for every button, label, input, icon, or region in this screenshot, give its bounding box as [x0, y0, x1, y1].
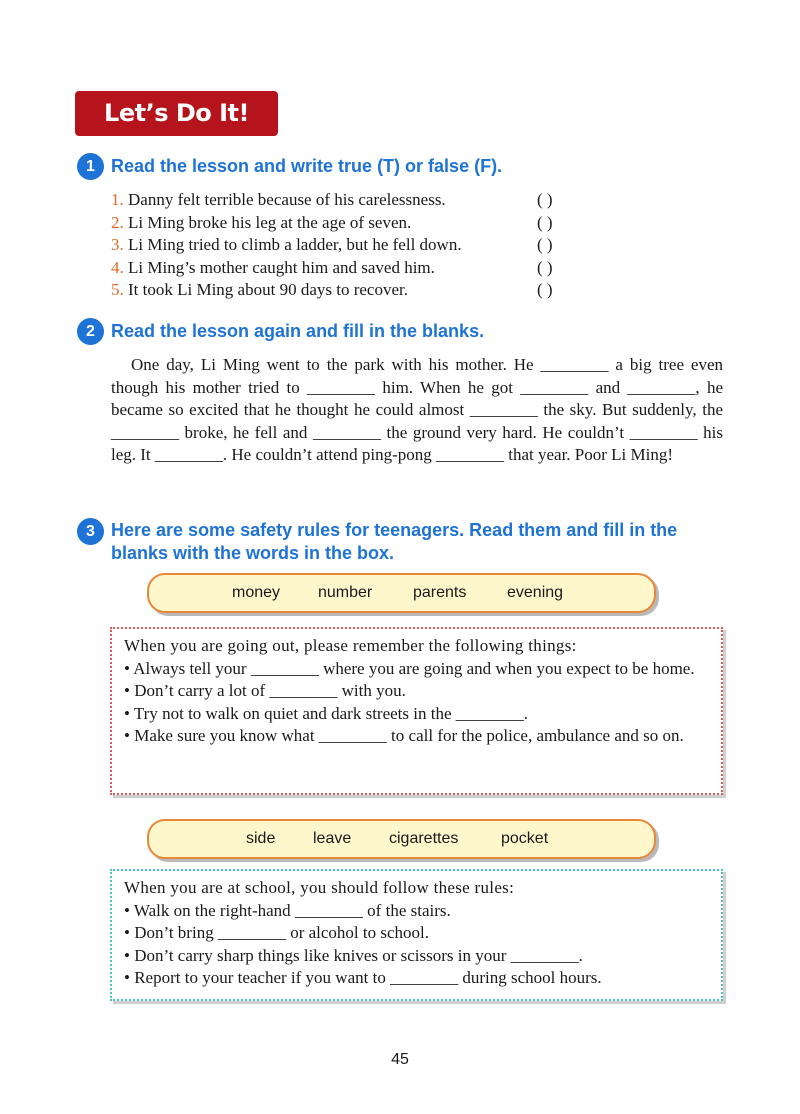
- paragraph-text: One day, Li Ming went to the park with his mother. He ________ a big tree even though his mother tried to ________ him. When he got ________ and ________, he became so excited that he thought he could almost ________ the sky. But suddenly, the ________ broke, he fell and ________ the ground very hard. He couldn’t ________ his leg. It ________. He couldn’t attend ping-pong ________ that year. Poor Li Ming!: [111, 355, 723, 464]
- school-rules-box: [110, 869, 723, 1001]
- tf-item-number: 1.: [111, 190, 124, 209]
- section-3-title: Here are some safety rules for teenagers. Read them and fill in the blanks with the words in the box.: [111, 520, 678, 563]
- word-box-word: side: [246, 830, 276, 847]
- section-2-number: 2: [77, 318, 104, 345]
- rules-intro: When you are at school, you should follow these rules:: [124, 878, 515, 897]
- tf-item-text: Li Ming broke his leg at the age of seven.: [128, 212, 412, 232]
- tf-item: [111, 234, 591, 257]
- tf-answer-blank: ( ): [537, 212, 553, 232]
- rule-item: • Report to your teacher if you want to ________ during school hours.: [124, 968, 602, 987]
- tf-item: [111, 189, 591, 212]
- word-box-word: evening: [507, 584, 564, 601]
- word-box-word: money: [232, 584, 281, 601]
- word-box-word: leave: [313, 830, 352, 847]
- tf-item: [111, 257, 591, 280]
- true-false-list: [111, 189, 591, 302]
- section-1-title: Read the lesson and write true (T) or false (F).: [111, 156, 503, 176]
- tf-item-number: 2.: [111, 212, 124, 232]
- rule-item: • Don’t carry sharp things like knives or scissors in your ________.: [124, 945, 583, 965]
- tf-answer-blank: ( ): [537, 235, 553, 254]
- section-3-number: 3: [77, 518, 104, 545]
- tf-item: [111, 212, 591, 235]
- section-2-title: Read the lesson again and fill in the blanks.: [111, 321, 485, 341]
- word-box-word: cigarettes: [389, 830, 459, 847]
- tf-item-text: Li Ming’s mother caught him and saved him.: [128, 257, 435, 277]
- rule-item: • Make sure you know what ________ to call for the police, ambulance and so on.: [124, 726, 684, 745]
- tf-item-number: 3.: [111, 235, 124, 254]
- word-box-word: parents: [413, 584, 467, 601]
- tf-answer-blank: ( ): [537, 257, 553, 277]
- tf-item-text: Danny felt terrible because of his carelessness.: [128, 190, 446, 209]
- lets-do-it-banner: Let’s Do It!: [75, 91, 278, 136]
- rule-item: • Don’t bring ________ or alcohol to school.: [124, 923, 429, 942]
- word-box-2: [147, 819, 656, 859]
- word-box-word: number: [318, 584, 373, 601]
- tf-item: [111, 279, 591, 302]
- tf-item-number: 5.: [111, 280, 124, 299]
- section-1-number: 1: [77, 153, 104, 180]
- fill-in-paragraph: [111, 354, 723, 467]
- tf-item-text: Li Ming tried to climb a ladder, but he fell down.: [128, 235, 462, 254]
- rule-item: • Always tell your ________ where you are going and when you expect to be home.: [124, 658, 695, 678]
- rule-item: • Walk on the right-hand ________ of the stairs.: [124, 900, 451, 920]
- rule-item: • Try not to walk on quiet and dark streets in the ________.: [124, 703, 528, 723]
- rules-intro: When you are going out, please remember the following things:: [124, 636, 577, 655]
- tf-answer-blank: ( ): [537, 280, 553, 299]
- tf-item-number: 4.: [111, 257, 124, 277]
- tf-answer-blank: ( ): [537, 190, 553, 209]
- word-box-word: pocket: [501, 830, 549, 847]
- word-box-1: [147, 573, 656, 613]
- page-number: 45: [391, 1051, 409, 1068]
- rule-item: • Don’t carry a lot of ________ with you.: [124, 681, 406, 700]
- tf-item-text: It took Li Ming about 90 days to recover.: [128, 280, 408, 299]
- going-out-rules-box: [110, 627, 723, 795]
